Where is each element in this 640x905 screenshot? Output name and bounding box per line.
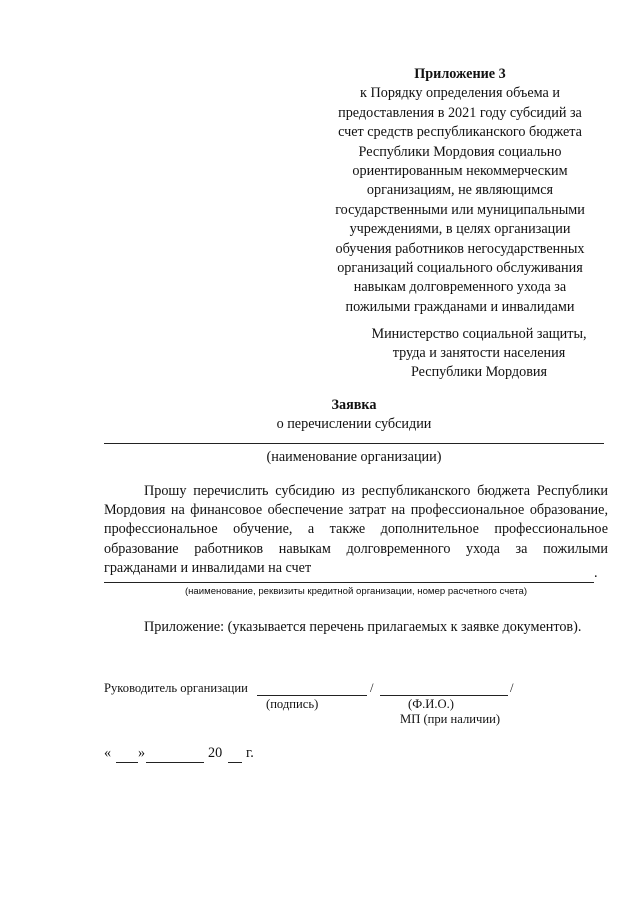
attachment-paragraph: Приложение: (указывается перечень прилагаемых к заявке документов). [144,619,582,635]
account-field [104,563,608,583]
organization-name-line [104,443,604,444]
fio-blank-line [380,695,508,696]
appendix-line: счет средств республиканского бюджета [338,124,582,141]
signature-slash: / [510,681,514,695]
date-day-line [116,762,138,763]
date-suffix: г. [246,745,254,761]
appendix-line: ориентированным некоммерческим [352,163,568,180]
organization-caption: (наименование организации) [266,449,442,465]
signature-row [104,681,608,701]
request-heading [100,396,608,434]
bank-caption: (наименование, реквизиты кредитной организации, номер расчетного счета) [184,586,528,597]
account-end-punct: . [594,565,598,581]
attachment-block [104,618,608,637]
appendix-line: предоставления в 2021 году субсидий за [338,104,582,121]
appendix-title: Приложение 3 [414,66,506,82]
appendix-line: Республики Мордовия социально [358,143,562,160]
date-month-line [146,762,204,763]
request-title: Заявка [331,397,377,413]
addressee-line: труда и занятости населения [392,345,566,362]
addressee-line: Министерство социальной защиты, [371,326,587,342]
date-open-quote: « [104,745,112,761]
appendix-line: организаций социального обслуживания [337,260,583,277]
date-year-prefix: 20 [208,745,223,761]
signature-label: Руководитель организации [104,681,248,695]
addressee-block [350,325,608,383]
date-close-quote: » [138,745,146,761]
request-subtitle: о перечислении субсидии [276,416,432,433]
signature-caption: (подпись) [266,697,319,711]
appendix-line: государственными или муниципальными [335,201,585,218]
account-blank-line [104,582,594,583]
request-paragraph: Прошу перечислить субсидию из республиканского бюджета Республики Мордовия на финансовое обеспечение затрат на профессиональное образование, профессиональное обучение, а также дополнительное профессиональное образование работников навыкам долговременного ухода за пожилыми гражданами и инвалидами на счет [104,483,608,576]
appendix-line: обучения работников негосударственных [335,240,585,257]
signature-slash: / [370,681,374,695]
date-year-line [228,762,242,763]
addressee-line: Республики Мордовия [410,364,548,381]
appendix-lines [312,84,608,317]
fio-caption: (Ф.И.О.) [408,697,454,711]
appendix-block [312,65,608,317]
appendix-line: к Порядку определения объема и [360,85,560,102]
appendix-line: учреждениями, в целях организации [349,221,571,238]
appendix-line: организациям, не являющимся [366,182,554,199]
appendix-line: пожилыми гражданами и инвалидами [345,298,575,315]
signature-blank-line [257,695,367,696]
appendix-line: навыкам долговременного ухода за [353,279,567,296]
stamp-caption: МП (при наличии) [400,712,501,726]
